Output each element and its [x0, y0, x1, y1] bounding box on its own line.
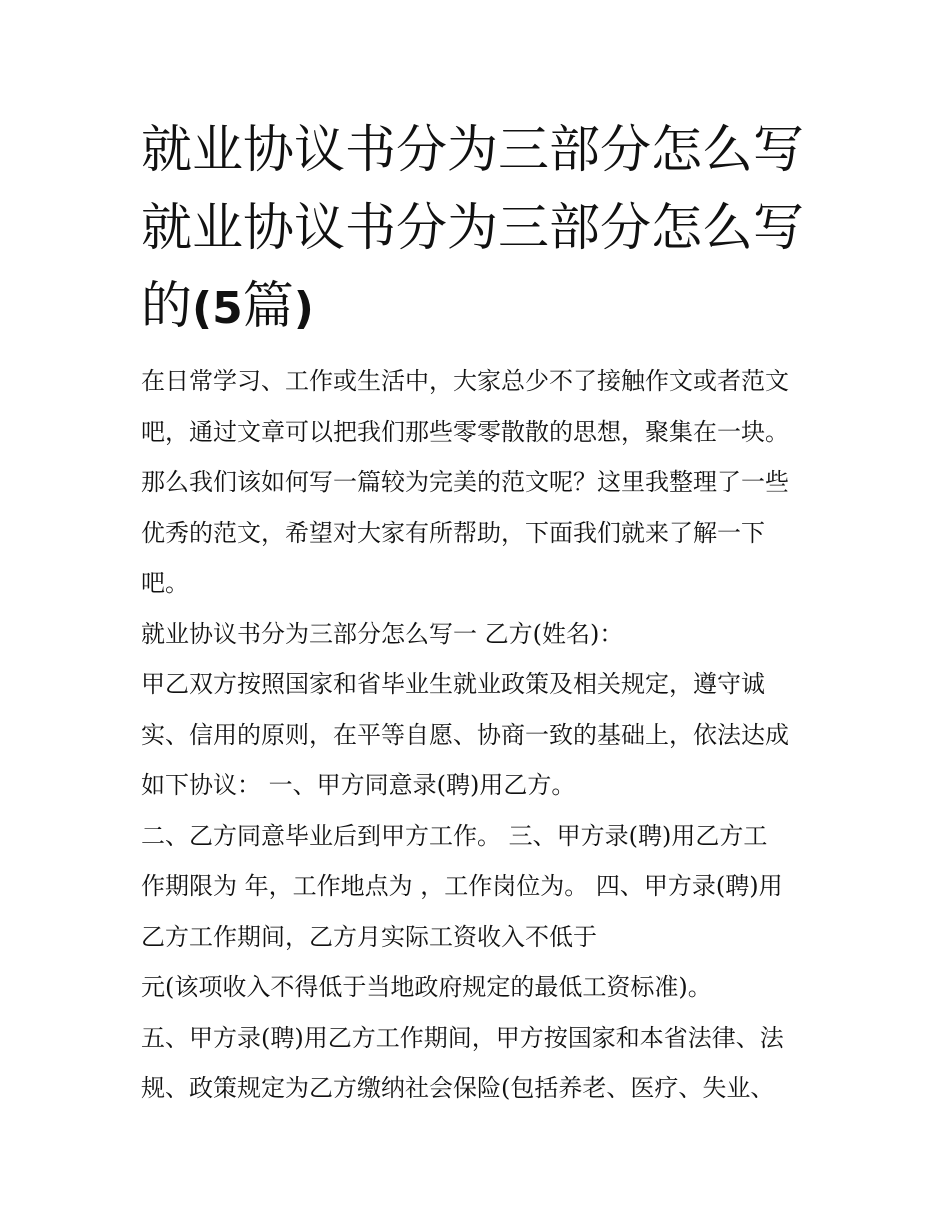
title-line-3-prefix: 的 [141, 277, 193, 336]
body-line-6: 就业协议书分为三部分怎么写一 乙方(姓名)： [141, 619, 624, 648]
body-line-1: 在日常学习、工作或生活中，大家总少不了接触作文或者范文 [141, 367, 789, 395]
title-count-word: 篇 [242, 277, 294, 336]
body-line-7: 甲乙双方按照国家和省毕业生就业政策及相关规定，遵守诚 [141, 670, 765, 698]
body-line-11: 作期限为 年，工作地点为 ，工作岗位为。 四、甲方录(聘)用 [141, 872, 783, 900]
body-line-8: 实、信用的原则，在平等自愿、协商一致的基础上，依法达成 [141, 720, 789, 749]
title-count-close: ) [293, 283, 314, 334]
title-line-2: 就业协议书分为三部分怎么写 [141, 199, 805, 258]
body-line-2: 吧，通过文章可以把我们那些零零散散的思想，聚集在一块。 [141, 417, 789, 446]
body-line-13: 元(该项收入不得低于当地政府规定的最低工资标准)。 [141, 973, 712, 1001]
body-line-3: 那么我们该如何写一篇较为完美的范文呢？这里我整理了一些 [141, 468, 789, 496]
body-line-15: 规、政策规定为乙方缴纳社会保险(包括养老、医疗、失业、 [141, 1074, 775, 1102]
body-line-5: 吧。 [141, 569, 189, 597]
body-line-12: 乙方工作期间，乙方月实际工资收入不低于 [141, 922, 597, 951]
body-line-9: 如下协议： 一、甲方同意录(聘)用乙方。 [141, 771, 576, 799]
body-line-4: 优秀的范文，希望对大家有所帮助，下面我们就来了解一下 [141, 518, 765, 547]
title-count-open: (5 [192, 283, 243, 334]
body-line-10: 二、乙方同意毕业后到甲方工作。 三、甲方录(聘)用乙方工 [141, 821, 768, 850]
document-body [141, 356, 810, 1114]
body-line-14: 五、甲方录(聘)用乙方工作期间，甲方按国家和本省法律、法 [141, 1023, 784, 1052]
title-line-1: 就业协议书分为三部分怎么写 [141, 121, 805, 180]
document-title [141, 112, 810, 348]
title-line-3 [141, 268, 810, 348]
